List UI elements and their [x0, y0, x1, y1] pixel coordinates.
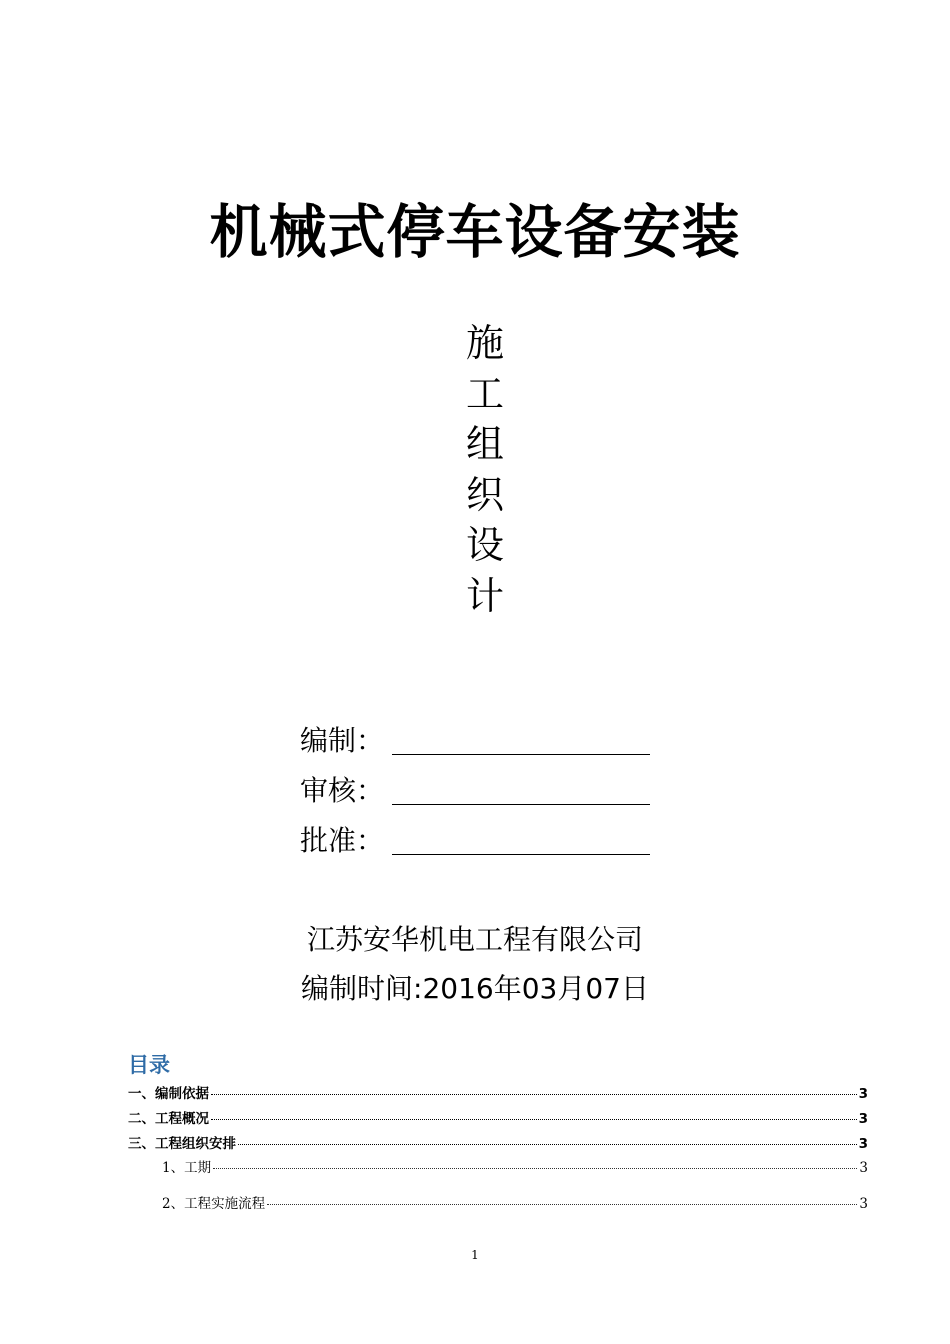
- signature-label: 编制：: [300, 724, 385, 757]
- toc-entry-text: 一、编制依据: [128, 1086, 209, 1102]
- subtitle-char: 织: [465, 472, 504, 517]
- subtitle-char: 组: [465, 422, 504, 466]
- signature-row-review: [300, 769, 650, 813]
- toc-entry-text: 1、工期: [162, 1160, 212, 1176]
- toc-leader-dots: [213, 1168, 857, 1169]
- signature-label: 批准：: [300, 824, 385, 857]
- toc-leader-dots: [267, 1204, 857, 1205]
- toc-entry[interactable]: [128, 1134, 868, 1154]
- subtitle-char: 工: [465, 371, 504, 416]
- toc-entry[interactable]: [128, 1109, 868, 1129]
- vertical-subtitle: [455, 318, 515, 621]
- toc-entry-page: 3: [858, 1136, 868, 1152]
- toc-entry-text: 2、工程实施流程: [162, 1196, 266, 1212]
- signature-blank-line: [392, 772, 650, 805]
- signature-blank-line: [392, 722, 650, 755]
- signature-row-compile: [300, 719, 650, 763]
- subtitle-char: 设: [465, 523, 504, 567]
- toc-entry[interactable]: [162, 1158, 868, 1178]
- company-name: 江苏安华机电工程有限公司: [306, 923, 643, 956]
- toc-entry-text: 三、工程组织安排: [128, 1136, 236, 1152]
- toc-entry-page: 3: [859, 1160, 868, 1176]
- toc-entry[interactable]: [162, 1194, 868, 1214]
- toc-leader-dots: [211, 1119, 857, 1120]
- toc-entry[interactable]: [128, 1084, 868, 1104]
- toc-entry-text: 二、工程概况: [128, 1111, 209, 1127]
- toc-leader-dots: [238, 1144, 857, 1145]
- toc-entry-page: 3: [858, 1111, 868, 1127]
- toc-entry-page: 3: [859, 1196, 868, 1212]
- toc-leader-dots: [211, 1094, 857, 1095]
- page-number: 1: [471, 1248, 479, 1262]
- subtitle-char: 计: [465, 573, 504, 618]
- subtitle-char: 施: [465, 321, 504, 365]
- document-title: 机械式停车设备安装: [209, 198, 741, 266]
- toc-entry-page: 3: [858, 1086, 868, 1102]
- toc-heading: 目录: [128, 1053, 170, 1077]
- signature-row-approve: [300, 819, 650, 863]
- compile-date: 编制时间:2016年03月07日: [301, 972, 649, 1005]
- signature-blank-line: [392, 822, 650, 855]
- signature-label: 审核：: [300, 774, 385, 807]
